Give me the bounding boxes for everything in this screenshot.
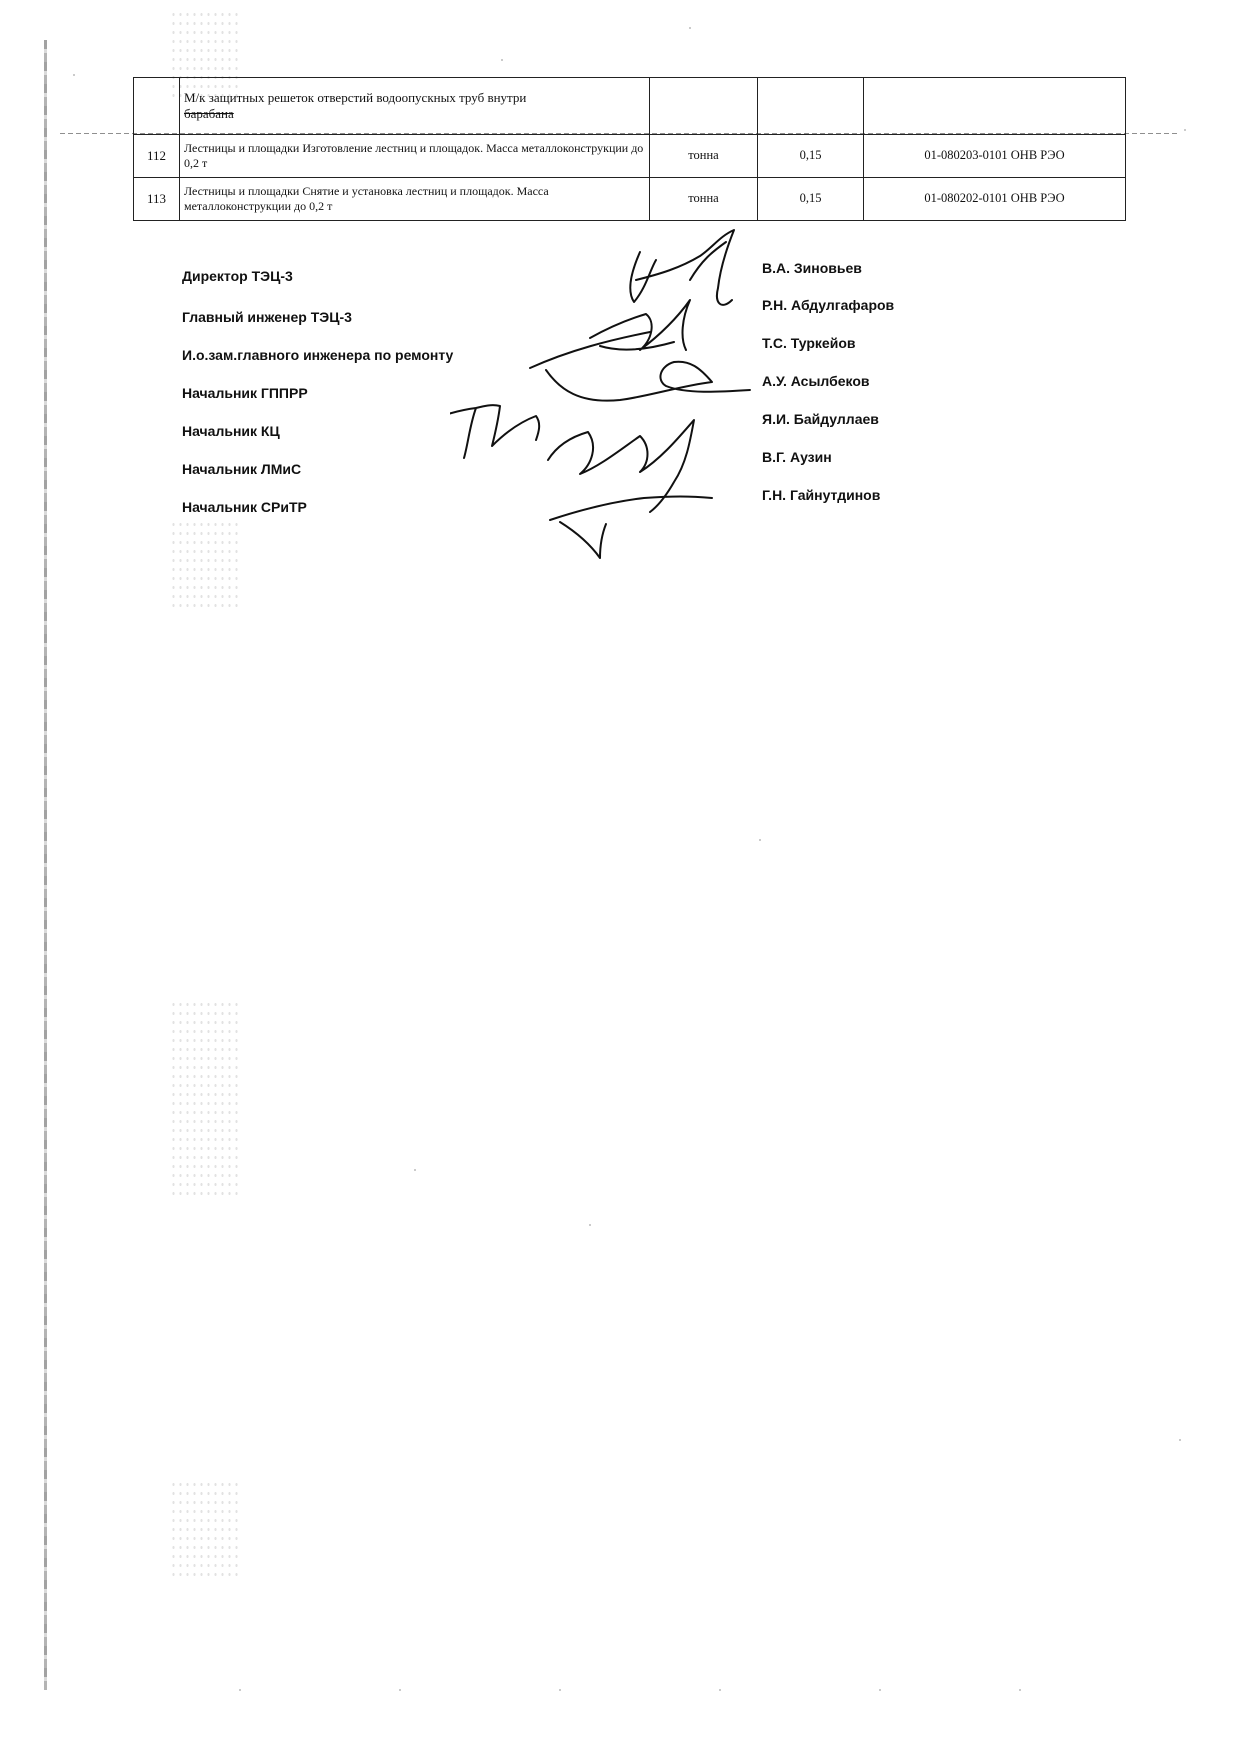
- position-head-gpprr: Начальник ГППРР: [182, 385, 308, 401]
- row-unit: тонна: [650, 178, 758, 221]
- row-number: 113: [134, 178, 180, 221]
- row-unit: тонна: [650, 135, 758, 178]
- row-quantity: 0,15: [758, 135, 864, 178]
- row-description-tail: барабана: [184, 106, 234, 121]
- position-head-sritr: Начальник СРиТР: [182, 499, 307, 515]
- name-7: Г.Н. Гайнутдинов: [762, 487, 881, 503]
- row-description: Лестницы и площадки Снятие и установка лестниц и площадок. Масса металлоконструкции до 0,2 т: [180, 178, 650, 221]
- position-deputy-chief-engineer-repair: И.о.зам.главного инженера по ремонту: [182, 347, 454, 363]
- row-quantity: 0,15: [758, 178, 864, 221]
- row-description: Лестницы и площадки Изготовление лестниц и площадок. Масса металлоконструкции до 0,2 т: [180, 135, 650, 178]
- name-3: Т.С. Туркейов: [762, 335, 856, 351]
- row-code: 01-080202-0101 ОНВ РЭО: [864, 178, 1126, 221]
- name-1: В.А. Зиновьев: [762, 260, 862, 276]
- position-head-kc: Начальник КЦ: [182, 423, 280, 439]
- row-code: 01-080203-0101 ОНВ РЭО: [864, 135, 1126, 178]
- position-chief-engineer: Главный инженер ТЭЦ-3: [182, 309, 352, 325]
- row-number: 112: [134, 135, 180, 178]
- name-4: А.У. Асылбеков: [762, 373, 870, 389]
- row-description-text: М/к защитных решеток отверстий водоопускных труб внутри: [184, 89, 527, 105]
- position-head-lmis: Начальник ЛМиС: [182, 461, 302, 477]
- name-5: Я.И. Байдуллаев: [762, 411, 879, 427]
- name-6: В.Г. Аузин: [762, 449, 832, 465]
- position-director: Директор ТЭЦ-3: [182, 268, 293, 284]
- name-2: Р.Н. Абдулгафаров: [762, 297, 895, 313]
